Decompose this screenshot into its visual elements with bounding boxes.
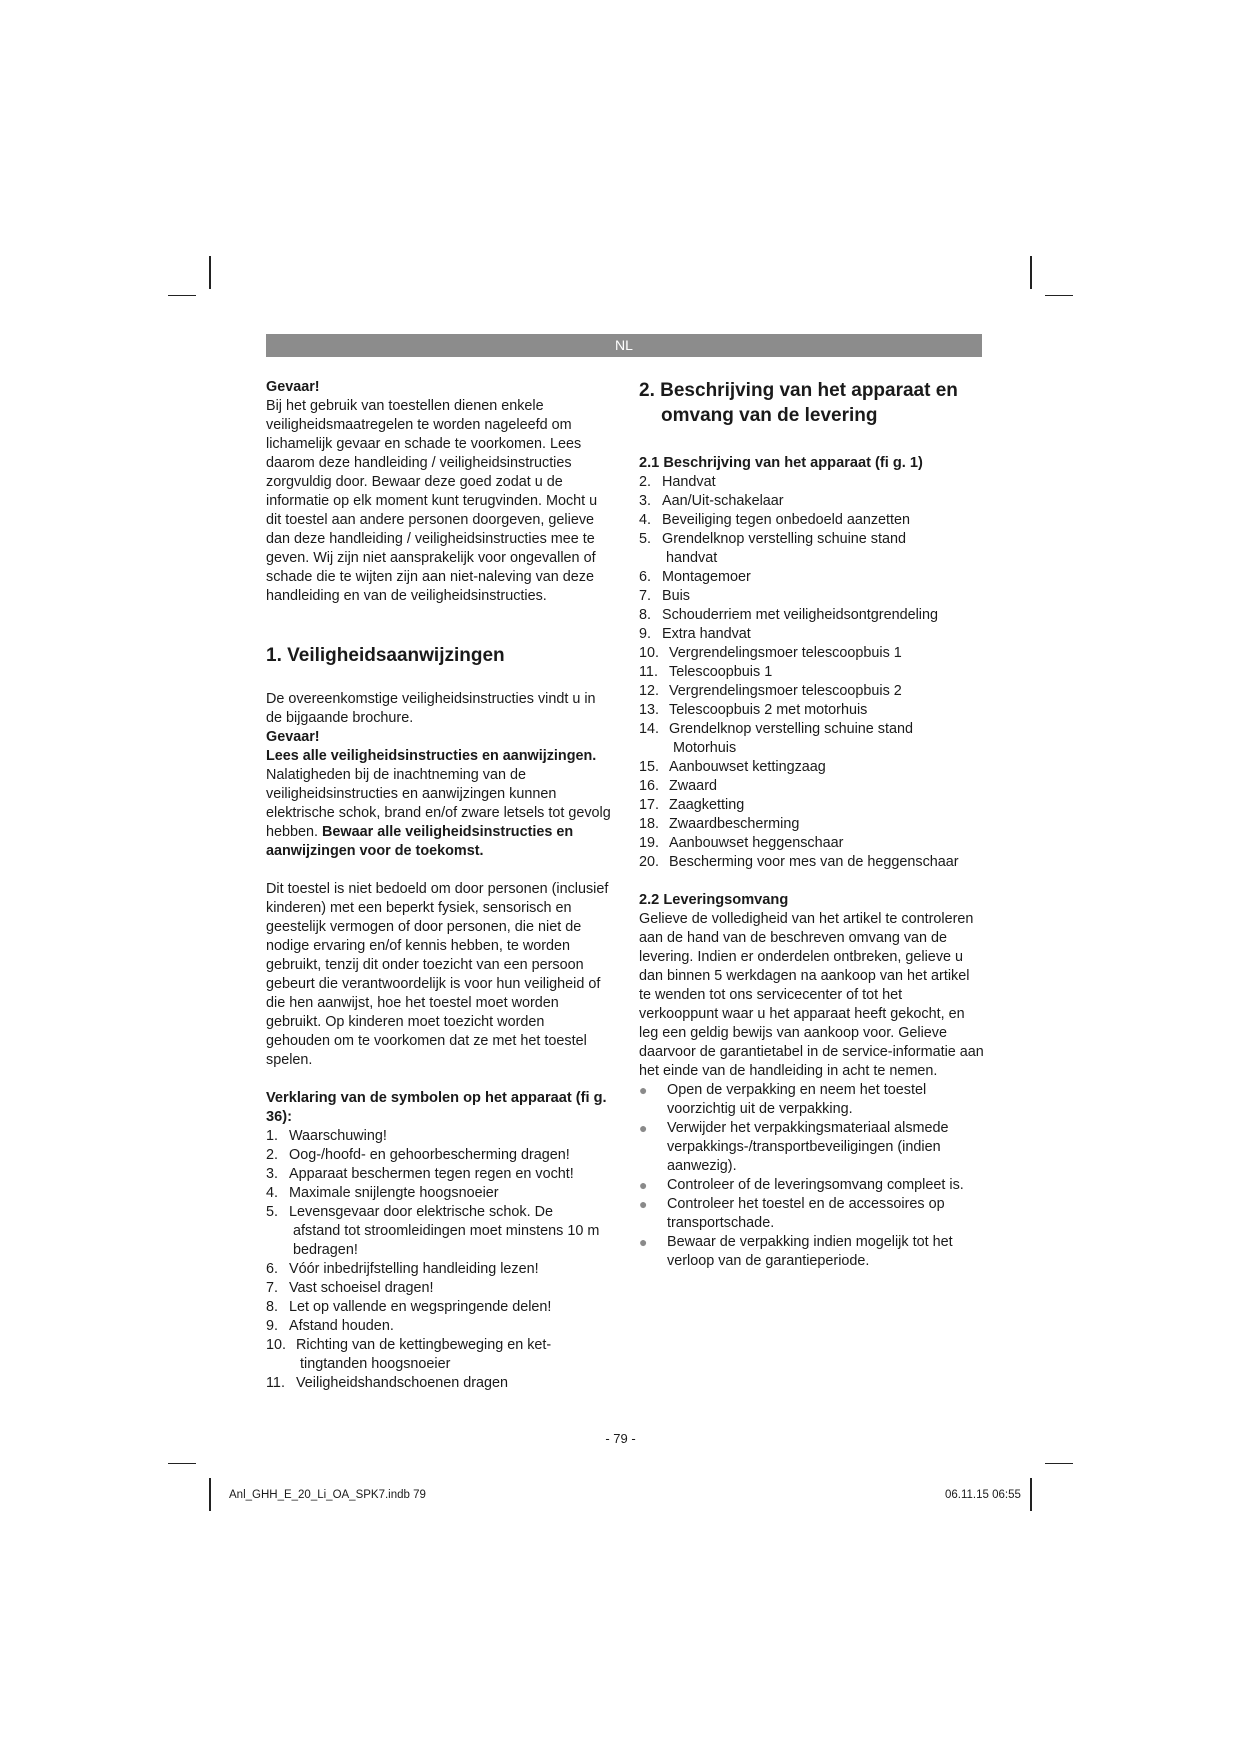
supervision-paragraph: Dit toestel is niet bedoeld om door personen (inclusief kinderen) met een beperkt fysiek, sensorisch en geestelijk vermogen of door personen, die niet de nodige ervaring en/of kennis hebben, te worden gebruikt, tenzij dit onder toezicht van een persoon gebeurt die verantwoordelijk is voor hun veiligheid of die hen aanwijst, hoe het toestel moet worden gebruikt. Op kinderen moet toezicht worden gehouden om te voorkomen dat ze met het toestel spelen. bbox=[266, 881, 609, 1068]
intro-paragraph: Bij het gebruik van toestellen dienen enkele veiligheidsmaatregelen te worden nageleefd om lichamelijk gevaar en schade te voorkomen. Lees daarom deze handleiding / veiligheidsinstructies zorgvuldig door. Bewaar deze goed zodat u de informatie op elk moment kunt terugvinden. Mocht u dit toestel aan andere personen doorgeven, gelieve dan deze handleiding / veiligheidsinstructies mee te geven. Wij zijn niet aansprakelijk voor ongevallen of schade die te wijten zijn aan niet-naleving van deze handleiding en van de veiligheidsinstructies. bbox=[266, 398, 598, 604]
bullet-icon: ● bbox=[639, 1177, 648, 1193]
delivery-checklist bbox=[639, 1081, 984, 1271]
list-item-text: Richting van de kettingbeweging en ket- bbox=[296, 1337, 552, 1353]
list-item-text: Vergrendelingsmoer telescoopbuis 2 bbox=[669, 683, 902, 699]
list-item-number: 7. bbox=[639, 588, 652, 604]
list-item bbox=[266, 1336, 611, 1374]
symbols-heading: Verklaring van de symbolen op het apparaat (fi g. 36): bbox=[266, 1090, 607, 1125]
list-item-text: Extra handvat bbox=[662, 626, 751, 642]
list-item-text: Zaagketting bbox=[669, 797, 745, 813]
list-item-number: 10. bbox=[266, 1337, 287, 1353]
list-item-text: Zwaardbescherming bbox=[669, 816, 800, 832]
language-header bbox=[266, 334, 982, 357]
checklist-item bbox=[639, 1195, 984, 1233]
list-item bbox=[639, 644, 984, 663]
right-column bbox=[639, 378, 984, 1271]
list-item-text: Telescoopbuis 2 met motorhuis bbox=[669, 702, 868, 718]
checklist-item-text: Controleer het toestel en de accessoires op transportschade. bbox=[667, 1196, 945, 1231]
list-item bbox=[639, 796, 984, 815]
symbols-list bbox=[266, 1127, 611, 1393]
list-item-text: Beveiliging tegen onbedoeld aanzetten bbox=[662, 512, 911, 528]
list-item-text: Oog-/hoofd- en gehoorbescherming dragen! bbox=[289, 1147, 570, 1163]
list-item bbox=[639, 777, 984, 796]
list-item-number: 1. bbox=[266, 1128, 279, 1144]
bullet-icon: ● bbox=[639, 1196, 648, 1212]
section-2-number: 2. bbox=[639, 380, 655, 401]
crop-mark bbox=[1045, 295, 1073, 296]
list-item-text: Telescoopbuis 1 bbox=[669, 664, 773, 680]
checklist-item-text: Controleer of de leveringsomvang compleet is. bbox=[667, 1177, 964, 1193]
subsection-2-1-heading: 2.1 Beschrijving van het apparaat (fi g. 1) bbox=[639, 455, 923, 471]
list-item-text: Vast schoeisel dragen! bbox=[289, 1280, 434, 1296]
list-item-text: Grendelknop verstelling schuine stand bbox=[669, 721, 913, 737]
section-2-title-line-2: omvang van de levering bbox=[661, 405, 878, 426]
list-item-text: Let op vallende en wegspringende delen! bbox=[289, 1299, 552, 1315]
list-item-number: 3. bbox=[266, 1166, 279, 1182]
list-item-text: Zwaard bbox=[669, 778, 717, 794]
list-item-text: Afstand houden. bbox=[289, 1318, 394, 1334]
list-item bbox=[639, 568, 984, 587]
list-item bbox=[639, 492, 984, 511]
checklist-item bbox=[639, 1081, 984, 1119]
list-item bbox=[639, 473, 984, 492]
list-item bbox=[639, 663, 984, 682]
list-item-number: 3. bbox=[639, 493, 652, 509]
danger-heading: Gevaar! bbox=[266, 379, 320, 395]
list-item-number: 13. bbox=[639, 702, 660, 718]
delivery-paragraph: Gelieve de volledigheid van het artikel te controleren aan de hand van de beschreven omvang van de levering. Indien er onderdelen ontbreken, gelieve u dan binnen 5 werkdagen na aankoop van het artikel te wenden tot ons servicecenter of tot het verkooppunt waar u het apparaat heeft gekocht, en leg een geldig bewijs van aankoop voor. Gelieve daarvoor de garantietabel in de service-informatie aan het einde van de handleiding in acht te nemen. bbox=[639, 911, 984, 1079]
list-item-text: Aanbouwset kettingzaag bbox=[669, 759, 826, 775]
list-item-number: 10. bbox=[639, 645, 660, 661]
list-item-text: Buis bbox=[662, 588, 690, 604]
section-1-paragraph: De overeenkomstige veiligheidsinstructies vindt u in de bijgaande brochure. bbox=[266, 691, 596, 726]
list-item-text: Grendelknop verstelling schuine stand bbox=[662, 531, 906, 547]
list-item bbox=[639, 530, 984, 568]
parts-list bbox=[639, 473, 984, 872]
list-item-text: Maximale snijlengte hoogsnoeier bbox=[289, 1185, 499, 1201]
list-item-text: Veiligheidshandschoenen dragen bbox=[296, 1375, 509, 1391]
list-item-text: Apparaat beschermen tegen regen en vocht! bbox=[289, 1166, 574, 1182]
bullet-icon: ● bbox=[639, 1082, 648, 1098]
list-item bbox=[266, 1374, 611, 1393]
list-item bbox=[266, 1184, 611, 1203]
list-item-number: 2. bbox=[266, 1147, 279, 1163]
danger-heading-2: Gevaar! bbox=[266, 729, 320, 745]
list-item-number: 4. bbox=[639, 512, 652, 528]
list-item bbox=[639, 701, 984, 720]
list-item bbox=[266, 1260, 611, 1279]
list-item-text: Aan/Uit-schakelaar bbox=[662, 493, 784, 509]
list-item-number: 11. bbox=[266, 1375, 285, 1391]
list-item-text: Vergrendelingsmoer telescoopbuis 1 bbox=[669, 645, 902, 661]
list-item-number: 11. bbox=[639, 664, 658, 680]
file-slug: Anl_GHH_E_20_Li_OA_SPK7.indb 79 bbox=[229, 1489, 426, 1501]
language-code: NL bbox=[615, 337, 633, 353]
list-item-number: 4. bbox=[266, 1185, 279, 1201]
list-item-number: 18. bbox=[639, 816, 660, 832]
list-item bbox=[639, 720, 984, 758]
left-column bbox=[266, 378, 611, 1393]
checklist-item bbox=[639, 1119, 984, 1176]
list-item bbox=[639, 606, 984, 625]
list-item bbox=[266, 1203, 611, 1260]
list-item bbox=[266, 1165, 611, 1184]
list-item-text: Vóór inbedrijfstelling handleiding lezen! bbox=[289, 1261, 539, 1277]
warning-bold-1: Lees alle veiligheidsinstructies en aanwijzingen. bbox=[266, 748, 597, 764]
crop-mark bbox=[1045, 1463, 1073, 1464]
checklist-item bbox=[639, 1233, 984, 1271]
list-item bbox=[266, 1279, 611, 1298]
list-item-number: 8. bbox=[266, 1299, 279, 1315]
list-item bbox=[639, 853, 984, 872]
warning-paragraph bbox=[266, 747, 611, 861]
crop-mark bbox=[209, 256, 211, 289]
list-item bbox=[639, 587, 984, 606]
checklist-item-text: Verwijder het verpakkingsmateriaal alsmede verpakkings-/transportbeveiligingen (indien aanwezig). bbox=[667, 1120, 949, 1174]
list-item bbox=[639, 625, 984, 644]
list-item-number: 19. bbox=[639, 835, 660, 851]
bullet-icon: ● bbox=[639, 1234, 648, 1250]
list-item-number: 5. bbox=[639, 531, 652, 547]
list-item-number: 20. bbox=[639, 854, 660, 870]
list-item bbox=[266, 1146, 611, 1165]
crop-mark bbox=[209, 1478, 211, 1511]
checklist-item bbox=[639, 1176, 984, 1195]
list-item-text: Schouderriem met veiligheidsontgrendeling bbox=[662, 607, 938, 623]
list-item bbox=[639, 511, 984, 530]
list-item-number: 15. bbox=[639, 759, 660, 775]
bullet-icon: ● bbox=[639, 1120, 648, 1136]
section-2-title-line-1: Beschrijving van het apparaat en bbox=[660, 380, 958, 401]
list-item-number: 5. bbox=[266, 1204, 279, 1220]
list-item-number: 16. bbox=[639, 778, 660, 794]
page-number: - 79 - bbox=[605, 1431, 636, 1446]
list-item-number: 6. bbox=[266, 1261, 279, 1277]
crop-mark bbox=[168, 1463, 196, 1464]
list-item-text: Bescherming voor mes van de heggenschaar bbox=[669, 854, 959, 870]
date-slug: 06.11.15 06:55 bbox=[945, 1489, 1021, 1501]
list-item bbox=[639, 834, 984, 853]
subsection-2-2-heading: 2.2 Leveringsomvang bbox=[639, 892, 789, 908]
warning-bold-2: Bewaar alle veiligheidsinstructies en aanwijzingen voor de toekomst. bbox=[266, 824, 574, 859]
list-item-text: Waarschuwing! bbox=[289, 1128, 387, 1144]
list-item-text: Aanbouwset heggenschaar bbox=[669, 835, 844, 851]
list-item-number: 17. bbox=[639, 797, 660, 813]
checklist-item-text: Bewaar de verpakking indien mogelijk tot het verloop van de garantieperiode. bbox=[667, 1234, 953, 1269]
list-item-text: Levensgevaar door elektrische schok. De bbox=[289, 1204, 553, 1220]
section-1-number: 1. bbox=[266, 645, 282, 666]
crop-mark bbox=[1030, 256, 1032, 289]
section-1-heading bbox=[266, 643, 611, 668]
list-item bbox=[266, 1127, 611, 1146]
list-item-number: 8. bbox=[639, 607, 652, 623]
list-item bbox=[266, 1298, 611, 1317]
list-item-text: Handvat bbox=[662, 474, 716, 490]
list-item bbox=[639, 815, 984, 834]
list-item-number: 2. bbox=[639, 474, 652, 490]
section-1-title: Veiligheidsaanwijzingen bbox=[287, 645, 505, 666]
crop-mark bbox=[168, 295, 196, 296]
list-item-number: 7. bbox=[266, 1280, 279, 1296]
list-item-number: 9. bbox=[266, 1318, 279, 1334]
list-item-continuation: afstand tot stroomleidingen moet minstens 10 m bedragen! bbox=[293, 1223, 600, 1258]
list-item-continuation: handvat bbox=[666, 550, 718, 566]
list-item-number: 12. bbox=[639, 683, 660, 699]
list-item bbox=[266, 1317, 611, 1336]
list-item-text: Montagemoer bbox=[662, 569, 751, 585]
crop-mark bbox=[1030, 1478, 1032, 1511]
list-item-continuation: tingtanden hoogsnoeier bbox=[300, 1356, 451, 1372]
list-item bbox=[639, 758, 984, 777]
list-item-number: 9. bbox=[639, 626, 652, 642]
checklist-item-text: Open de verpakking en neem het toestel voorzichtig uit de verpakking. bbox=[667, 1082, 927, 1117]
list-item bbox=[639, 682, 984, 701]
list-item-number: 14. bbox=[639, 721, 660, 737]
list-item-continuation: Motorhuis bbox=[673, 740, 737, 756]
section-2-heading bbox=[639, 378, 984, 428]
list-item-number: 6. bbox=[639, 569, 652, 585]
warning-text: Nalatigheden bij de inachtneming van de veiligheidsinstructies en aanwijzingen kunnen elektrische schok, brand en/of zware letsels tot gevolg hebben. bbox=[266, 767, 611, 840]
